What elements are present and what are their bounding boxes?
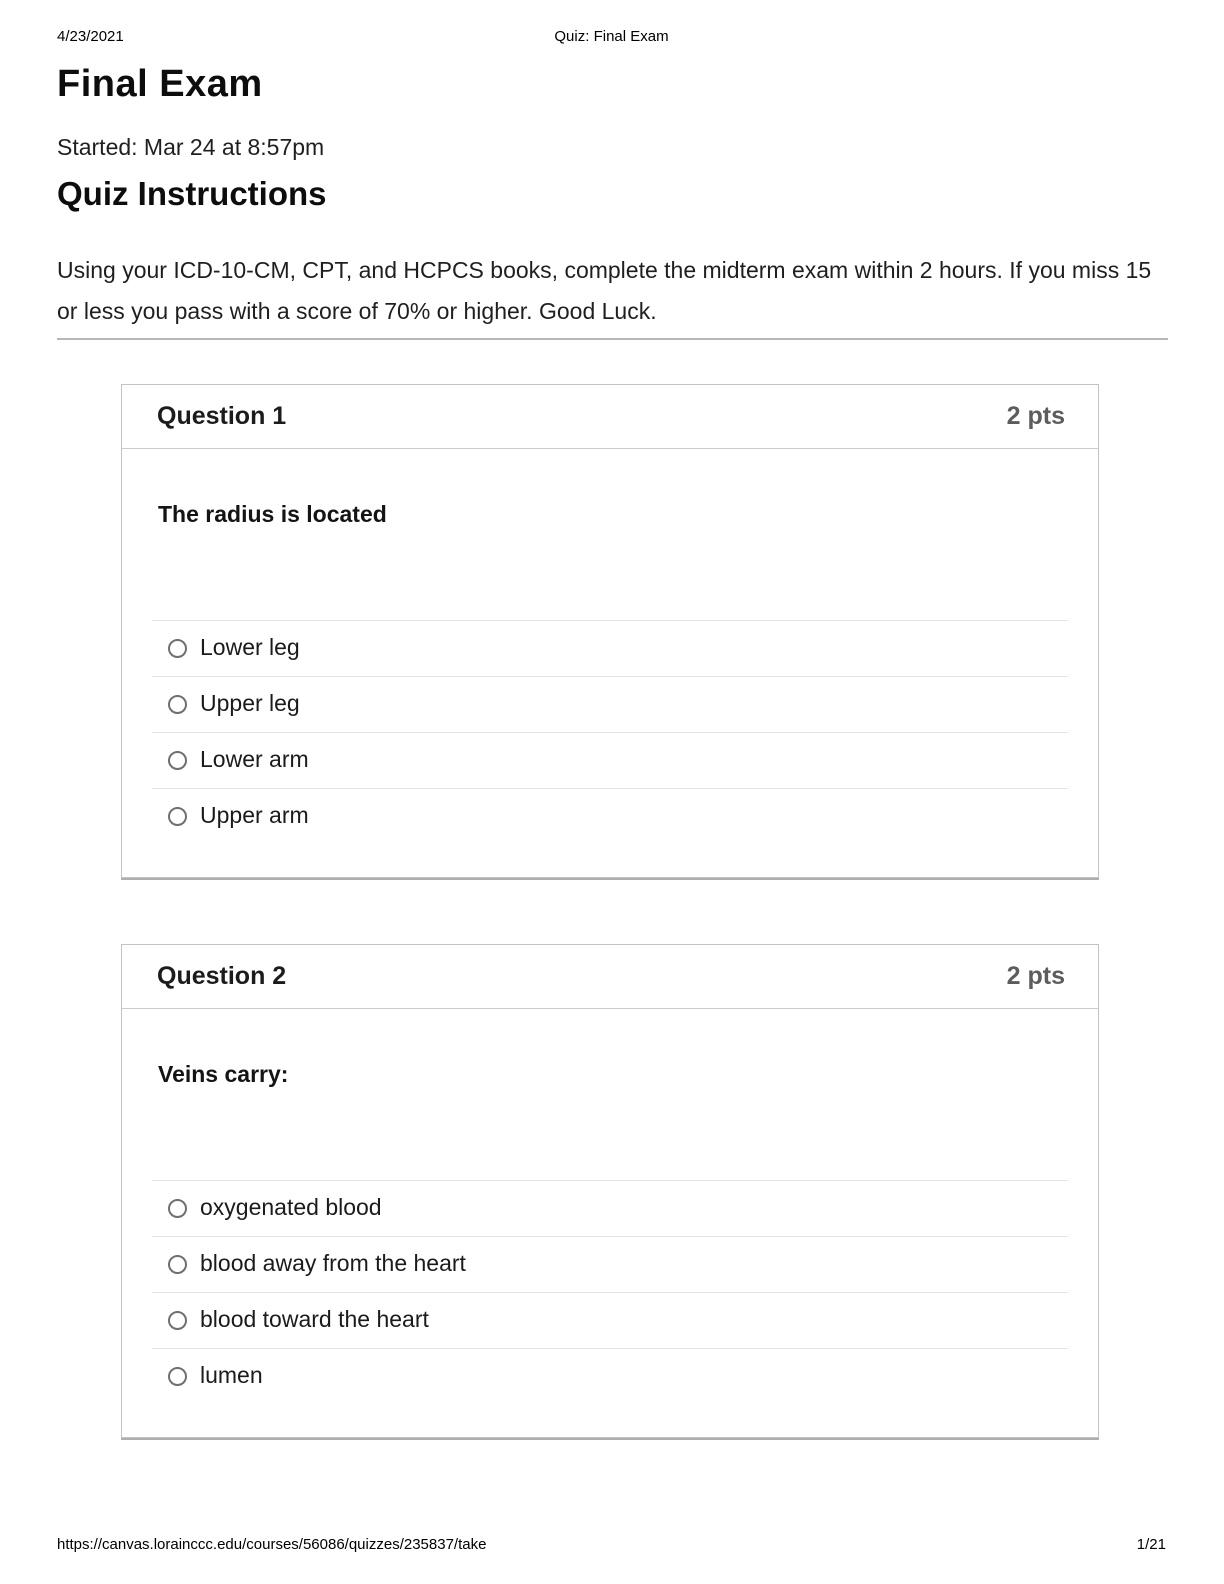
radio-button-icon[interactable] [168,1255,187,1274]
answer-option[interactable] [152,1348,1068,1404]
radio-button-icon[interactable] [168,751,187,770]
quiz-instructions-text: Using your ICD-10-CM, CPT, and HCPCS books, complete the midterm exam within 2 hours. If you miss 15 or less you pass with a score of 70% or higher. Good Luck. [57,257,1152,324]
radio-button-icon[interactable] [168,695,187,714]
print-page-title: Quiz: Final Exam [554,28,669,45]
answer-option[interactable] [152,1292,1068,1348]
answer-option-label: Lower leg [200,634,300,660]
radio-button-icon[interactable] [168,807,187,826]
radio-button-icon[interactable] [168,1311,187,1330]
question-1-options [152,620,1068,844]
quiz-title: Final Exam [57,63,263,105]
answer-option-label: oxygenated blood [200,1194,382,1220]
question-1-text: The radius is located [158,501,387,527]
question-2-points: 2 pts [1006,962,1065,990]
question-2-options [152,1180,1068,1404]
answer-option[interactable] [152,788,1068,844]
instructions-divider [57,338,1168,340]
answer-option[interactable] [152,676,1068,732]
answer-option[interactable] [152,1236,1068,1292]
question-2-text: Veins carry: [158,1061,289,1087]
answer-option[interactable] [152,732,1068,788]
question-1-header [122,385,1098,449]
answer-option-label: Upper arm [200,802,309,828]
question-1-body [122,500,1098,844]
answer-option[interactable] [152,620,1068,676]
print-footer-page-number: 1/21 [1136,1536,1166,1553]
answer-option-label: Lower arm [200,746,309,772]
answer-option[interactable] [152,1180,1068,1236]
answer-option-label: Upper leg [200,690,300,716]
radio-button-icon[interactable] [168,1199,187,1218]
question-2-body [122,1060,1098,1404]
print-date: 4/23/2021 [57,28,124,45]
question-2-header [122,945,1098,1009]
answer-option-label: blood away from the heart [200,1250,466,1276]
print-footer-url: https://canvas.lorainccc.edu/courses/56086/quizzes/235837/take [57,1536,487,1553]
answer-option-label: lumen [200,1362,263,1388]
radio-button-icon[interactable] [168,1367,187,1386]
radio-button-icon[interactable] [168,639,187,658]
question-1-points: 2 pts [1006,402,1065,430]
quiz-started-timestamp: Started: Mar 24 at 8:57pm [57,134,325,160]
question-1-title: Question 1 [157,402,287,430]
question-2-title: Question 2 [157,962,287,990]
quiz-instructions-heading: Quiz Instructions [57,175,327,212]
answer-option-label: blood toward the heart [200,1306,429,1332]
question-card-2 [121,944,1099,1438]
question-card-1 [121,384,1099,878]
